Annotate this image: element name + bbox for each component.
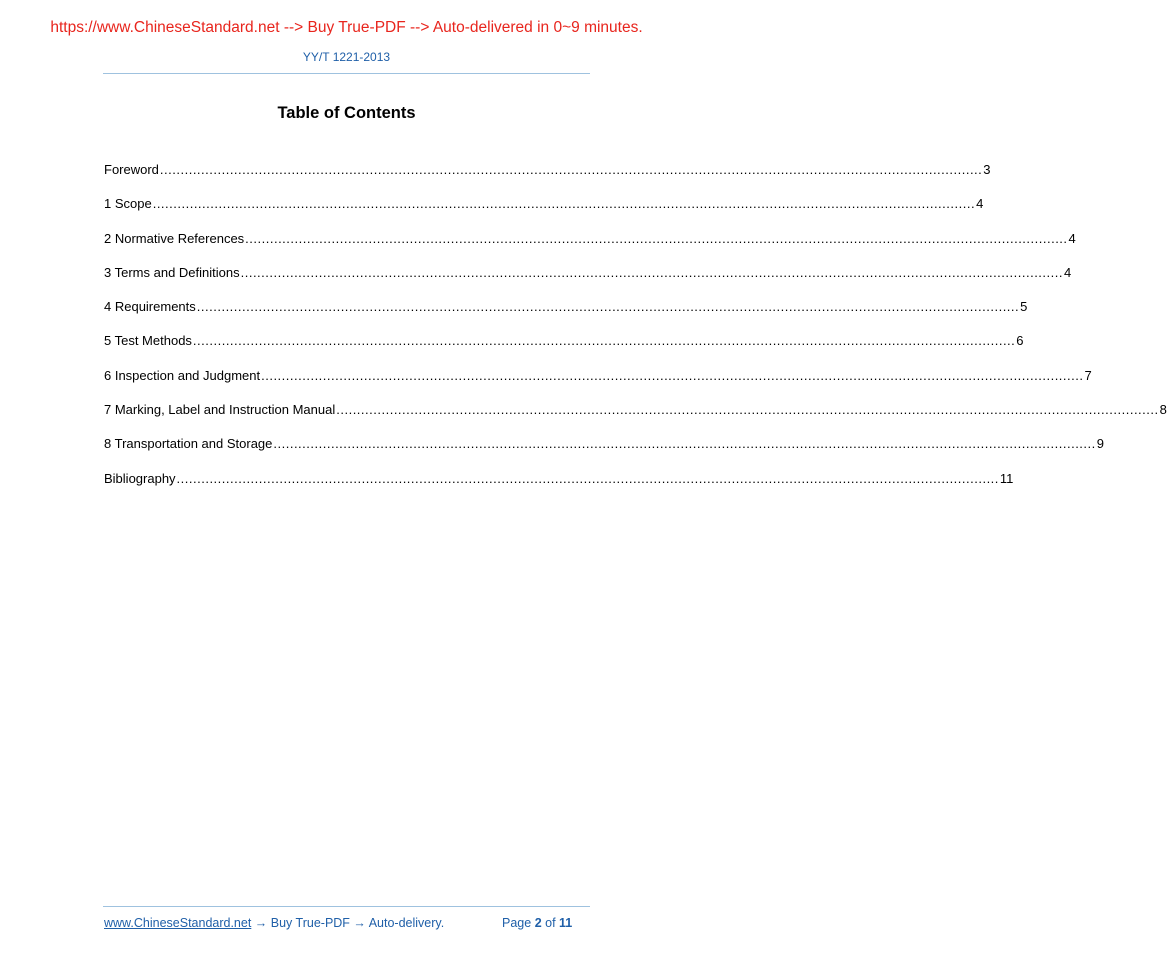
footer-divider [103, 906, 590, 907]
toc-leader-dots: ........................................................................................................................................................................................................ [273, 436, 1096, 452]
toc-entry-page: 4 [1063, 264, 1072, 280]
toc-entry-label: 2 Normative References [104, 230, 245, 246]
toc-entry-label: 7 Marking, Label and Instruction Manual [104, 402, 336, 418]
toc-leader-dots: ........................................................................................................................................................................................................ [192, 333, 1016, 349]
toc-entry-label: 6 Inspection and Judgment [104, 367, 261, 383]
toc-entry-label: Foreword [104, 162, 159, 177]
toc-title: Table of Contents [277, 104, 416, 122]
footer-site-link[interactable]: www.ChineseStandard.net [104, 916, 252, 930]
toc-entry-transportation-storage[interactable] [104, 436, 1104, 470]
toc-leader-dots: ........................................................................................................................................................................................................ [245, 230, 1068, 246]
toc-entry-test-methods[interactable] [104, 333, 1024, 367]
toc-entry-scope[interactable] [104, 196, 984, 230]
toc-leader-dots: ........................................................................................................................................................................................................ [176, 470, 999, 486]
toc-entry-label: 1 Scope [104, 196, 152, 212]
toc-entry-requirements[interactable] [104, 299, 1028, 333]
of-word: of [545, 916, 556, 930]
toc-entry-marking-label[interactable] [104, 402, 1167, 436]
toc-entry-page: 7 [1084, 367, 1092, 383]
header-divider [103, 73, 590, 74]
toc-leader-dots: ........................................................................................................................................................................................................ [152, 196, 976, 212]
toc-entry-terms-definitions[interactable] [104, 264, 1072, 299]
toc-entry-label: Bibliography [104, 470, 176, 486]
toc-entry-page: 8 [1159, 402, 1167, 418]
toc-entry-foreword[interactable] [104, 162, 991, 196]
toc-entry-bibliography[interactable] [104, 470, 1014, 505]
toc-entry-page: 3 [983, 162, 991, 177]
toc-entry-page: 11 [999, 470, 1014, 486]
toc-list [104, 162, 1167, 505]
toc-leader-dots: ........................................................................................................................................................................................................ [240, 264, 1063, 280]
toc-entry-page: 9 [1096, 436, 1104, 452]
toc-entry-page: 4 [976, 196, 984, 212]
page-indicator [502, 916, 572, 930]
current-page-number: 2 [534, 916, 542, 930]
toc-leader-dots: ........................................................................................................................................................................................................ [336, 402, 1159, 418]
toc-entry-label: 3 Terms and Definitions [104, 264, 240, 280]
toc-leader-dots: ........................................................................................................................................................................................................ [196, 299, 1020, 315]
footer-promo-text: → Buy True-PDF → Auto-delivery. [251, 916, 445, 930]
toc-entry-label: 8 Transportation and Storage [104, 436, 273, 452]
toc-entry-page: 5 [1020, 299, 1028, 315]
toc-entry-inspection-judgment[interactable] [104, 367, 1092, 402]
footer-promo [104, 916, 444, 930]
toc-entry-page: 4 [1068, 230, 1076, 246]
toc-leader-dots: ........................................................................................................................................................................................................ [159, 162, 983, 177]
toc-entry-normative-references[interactable] [104, 230, 1076, 265]
toc-entry-label: 4 Requirements [104, 299, 196, 315]
document-code: YY/T 1221-2013 [302, 50, 391, 64]
promo-banner[interactable]: https://www.ChineseStandard.net --> Buy True-PDF --> Auto-delivered in 0~9 minutes. [50, 19, 643, 36]
page-word: Page [502, 916, 532, 930]
toc-entry-label: 5 Test Methods [104, 333, 192, 349]
toc-leader-dots: ........................................................................................................................................................................................................ [261, 367, 1084, 383]
toc-entry-page: 6 [1016, 333, 1024, 349]
total-pages-number: 11 [559, 916, 573, 930]
